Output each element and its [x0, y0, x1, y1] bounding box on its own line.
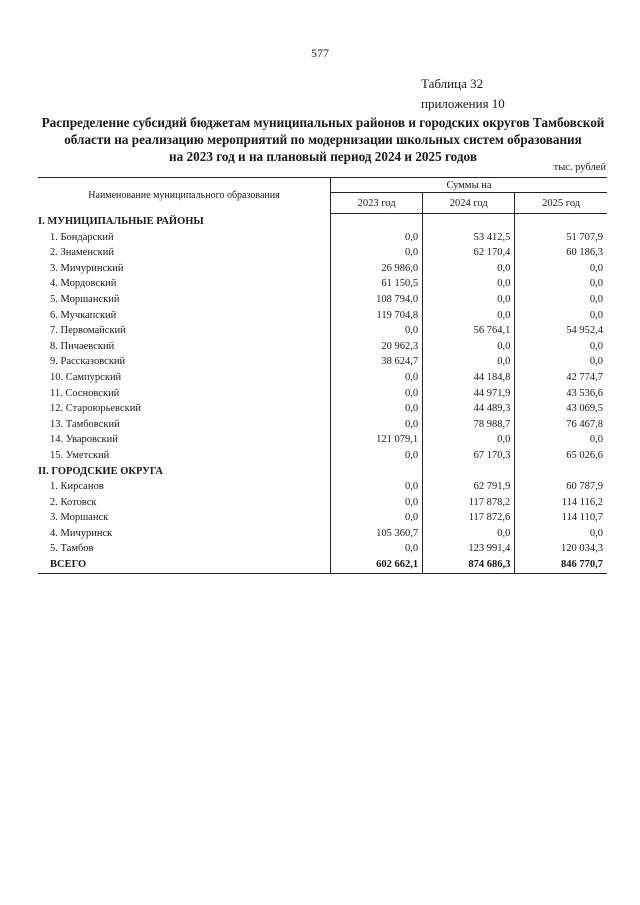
value-2023: 38 624,7: [331, 354, 423, 370]
table-row: [38, 495, 607, 511]
row-name: 2. Знаменский: [50, 247, 114, 259]
page-number: 577: [311, 46, 329, 60]
table-body: [38, 214, 607, 574]
value-2024: 123 991,4: [423, 541, 515, 557]
table-row: [38, 541, 607, 557]
value-2025: 43 536,6: [515, 386, 607, 402]
value-2023: 0,0: [331, 479, 423, 495]
value-2023: 0,0: [331, 448, 423, 464]
value-2024: 0,0: [423, 276, 515, 292]
table-row: [38, 292, 607, 308]
value-2024: 67 170,3: [423, 448, 515, 464]
row-name: 1. Кирсанов: [50, 481, 104, 493]
section-row: [38, 464, 607, 480]
value-2025: 60 186,3: [515, 245, 607, 261]
value-2023: 61 150,5: [331, 276, 423, 292]
value-2025: 43 069,5: [515, 401, 607, 417]
value-2024: 0,0: [423, 292, 515, 308]
value-2023: [331, 214, 423, 230]
table-row: [38, 261, 607, 277]
value-2025: 0,0: [515, 292, 607, 308]
value-2025: [515, 464, 607, 480]
title-line-3: на 2023 год и на плановый период 2024 и 2025 годов: [169, 149, 477, 164]
row-name: 6. Мучкапский: [50, 309, 117, 321]
value-2025: 0,0: [515, 276, 607, 292]
value-2023: 121 079,1: [331, 432, 423, 448]
row-name: 11. Сосновский: [50, 387, 120, 399]
row-name: 4. Мордовский: [50, 278, 117, 290]
value-2023: [331, 464, 423, 480]
value-2023: 26 986,0: [331, 261, 423, 277]
row-name: 1. Бондарский: [50, 231, 114, 243]
value-2024: 62 170,4: [423, 245, 515, 261]
value-2023: 20 962,3: [331, 339, 423, 355]
table-row: [38, 245, 607, 261]
value-2023: 0,0: [331, 495, 423, 511]
value-2024: 44 489,3: [423, 401, 515, 417]
table-row: [38, 510, 607, 526]
row-name: 2. Котовск: [50, 496, 97, 508]
value-2025: 0,0: [515, 308, 607, 324]
table-row: [38, 526, 607, 542]
value-2024: 0,0: [423, 432, 515, 448]
table-row: [38, 479, 607, 495]
year-header-2024: 2024 год: [423, 193, 515, 214]
value-2024: 0,0: [423, 261, 515, 277]
value-2024: 56 764,1: [423, 323, 515, 339]
table-row: [38, 276, 607, 292]
value-2023: 0,0: [331, 386, 423, 402]
value-2023: 0,0: [331, 245, 423, 261]
row-name: 4. Мичуринск: [50, 527, 113, 539]
row-name: 12. Староюрьевский: [50, 403, 141, 415]
value-2025: 0,0: [515, 526, 607, 542]
sums-column-header: Суммы на: [331, 178, 608, 193]
value-2023: 0,0: [331, 401, 423, 417]
value-2024: 0,0: [423, 354, 515, 370]
title-line-1: Распределение субсидий бюджетам муниципальных районов и городских округов Тамбовской: [41, 115, 605, 130]
units-label: тыс. рублей: [553, 162, 606, 173]
value-2024: 874 686,3: [423, 557, 515, 573]
value-2025: 0,0: [515, 261, 607, 277]
table-row: [38, 323, 607, 339]
value-2024: [423, 214, 515, 230]
table-row: [38, 448, 607, 464]
row-name: 8. Пичаевский: [50, 340, 115, 352]
subsidy-table: [38, 177, 607, 574]
value-2025: 76 467,8: [515, 417, 607, 433]
value-2025: 60 787,9: [515, 479, 607, 495]
row-name: 10. Сампурский: [50, 371, 122, 383]
table-label: Таблица 32: [421, 76, 484, 91]
row-name: 7. Первомайский: [50, 325, 126, 337]
table-row: [38, 354, 607, 370]
value-2023: 0,0: [331, 417, 423, 433]
name-column-header: Наименование муниципального образования: [38, 178, 331, 214]
value-2023: 0,0: [331, 510, 423, 526]
table-row: [38, 432, 607, 448]
table-row: [38, 230, 607, 246]
value-2025: 0,0: [515, 432, 607, 448]
value-2024: 117 872,6: [423, 510, 515, 526]
value-2024: 44 184,8: [423, 370, 515, 386]
section-row: [38, 214, 607, 230]
row-name: 9. Рассказовский: [50, 356, 126, 368]
value-2025: 54 952,4: [515, 323, 607, 339]
appendix-label: приложения 10: [421, 96, 505, 111]
table-row: [38, 386, 607, 402]
title-line-2: области на реализацию мероприятий по модернизации школьных систем образования: [64, 132, 582, 147]
row-name: 5. Тамбов: [50, 543, 94, 555]
value-2024: 78 988,7: [423, 417, 515, 433]
value-2023: 0,0: [331, 370, 423, 386]
value-2024: 53 412,5: [423, 230, 515, 246]
table-row: [38, 417, 607, 433]
row-name: II. ГОРОДСКИЕ ОКРУГА: [38, 465, 163, 477]
row-name: 3. Мичуринский: [50, 262, 124, 274]
value-2023: 0,0: [331, 323, 423, 339]
value-2025: 51 707,9: [515, 230, 607, 246]
year-header-2025: 2025 год: [515, 193, 607, 214]
row-name: 13. Тамбовский: [50, 418, 120, 430]
value-2025: 114 110,7: [515, 510, 607, 526]
row-name: 5. Моршанский: [50, 293, 120, 305]
value-2025: 65 026,6: [515, 448, 607, 464]
value-2023: 0,0: [331, 230, 423, 246]
value-2024: [423, 464, 515, 480]
value-2023: 602 662,1: [331, 557, 423, 573]
value-2025: 0,0: [515, 339, 607, 355]
value-2024: 0,0: [423, 339, 515, 355]
row-name: 3. Моршанск: [50, 512, 109, 524]
row-name: 15. Уметский: [50, 449, 110, 461]
value-2025: 42 774,7: [515, 370, 607, 386]
value-2023: 0,0: [331, 541, 423, 557]
table-row: [38, 308, 607, 324]
value-2025: 0,0: [515, 354, 607, 370]
table-caption: [421, 74, 505, 114]
document-title: [38, 114, 608, 165]
row-name: I. МУНИЦИПАЛЬНЫЕ РАЙОНЫ: [38, 215, 204, 227]
value-2023: 105 360,7: [331, 526, 423, 542]
value-2024: 0,0: [423, 308, 515, 324]
row-name: 14. Уваровский: [50, 434, 118, 446]
table-row: [38, 401, 607, 417]
value-2024: 44 971,9: [423, 386, 515, 402]
table-row: [38, 370, 607, 386]
value-2024: 117 878,2: [423, 495, 515, 511]
value-2024: 0,0: [423, 526, 515, 542]
value-2025: 120 034,3: [515, 541, 607, 557]
value-2023: 119 704,8: [331, 308, 423, 324]
value-2025: [515, 214, 607, 230]
value-2023: 108 794,0: [331, 292, 423, 308]
row-name: ВСЕГО: [38, 557, 331, 573]
value-2024: 62 791,9: [423, 479, 515, 495]
table-row: [38, 339, 607, 355]
total-row: [38, 557, 607, 573]
year-header-2023: 2023 год: [331, 193, 423, 214]
value-2025: 114 116,2: [515, 495, 607, 511]
value-2025: 846 770,7: [515, 557, 607, 573]
